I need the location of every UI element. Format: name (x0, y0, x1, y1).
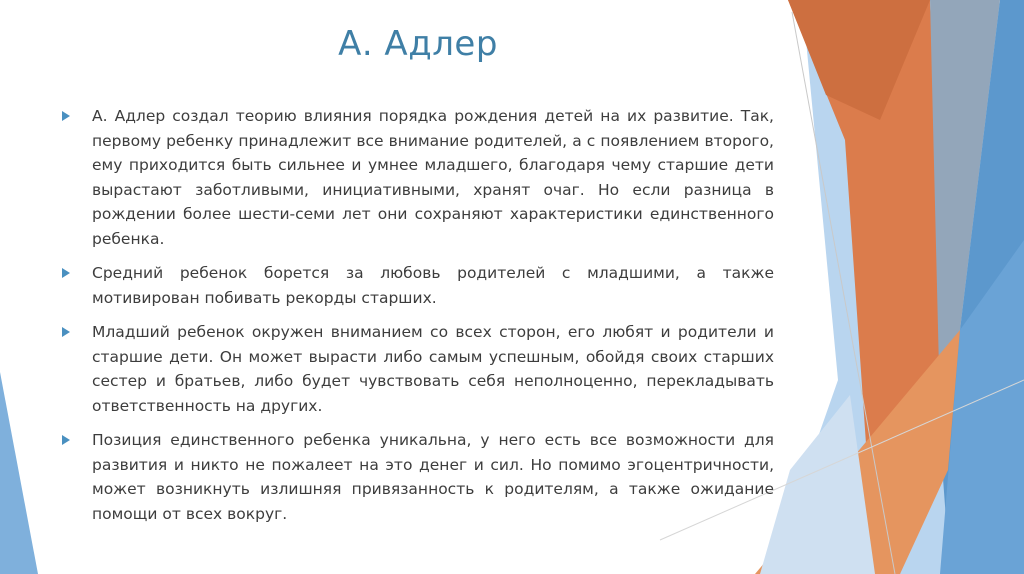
bullet-text: Средний ребенок борется за любовь родителей с младшими, а также мотивирован побивать рекорды старших. (92, 264, 774, 307)
bullet-item (62, 261, 774, 310)
left-blue-stripe (0, 372, 38, 574)
bullet-text: Младший ребенок окружен вниманием со всех сторон, его любят и родители и старшие дети. Он может вырасти либо самым успешным, обойдя своих старших сестер и братьев, либо будет чувствовать себя неполноценно, перекладывать ответственность на других. (92, 323, 774, 415)
triangle-bullet-icon (62, 268, 70, 278)
bullet-item (62, 320, 774, 418)
slide-title: А. Адлер (338, 24, 498, 64)
bullet-item (62, 104, 774, 251)
bullet-list (62, 104, 774, 536)
triangle-bullet-icon (62, 435, 70, 445)
bullet-text: А. Адлер создал теорию влияния порядка рождения детей на их развитие. Так, первому ребенку принадлежит все внимание родителей, а с появлением второго, ему приходится быть сильнее и умнее младшего, благодаря чему старшие дети вырастают заботливыми, инициативными, хранят очаг. Но если разница в рождении более шести-семи лет они сохраняют характеристики единственного ребенка. (92, 107, 774, 248)
triangle-bullet-icon (62, 111, 70, 121)
triangle-bullet-icon (62, 327, 70, 337)
bullet-text: Позиция единственного ребенка уникальна, у него есть все возможности для развития и никто не пожалеет на это денег и сил. Но помимо эгоцентричности, может возникнуть излишняя привязанность к родителям, а также ожидание помощи от всех вокруг. (92, 431, 774, 523)
bullet-item (62, 428, 774, 526)
